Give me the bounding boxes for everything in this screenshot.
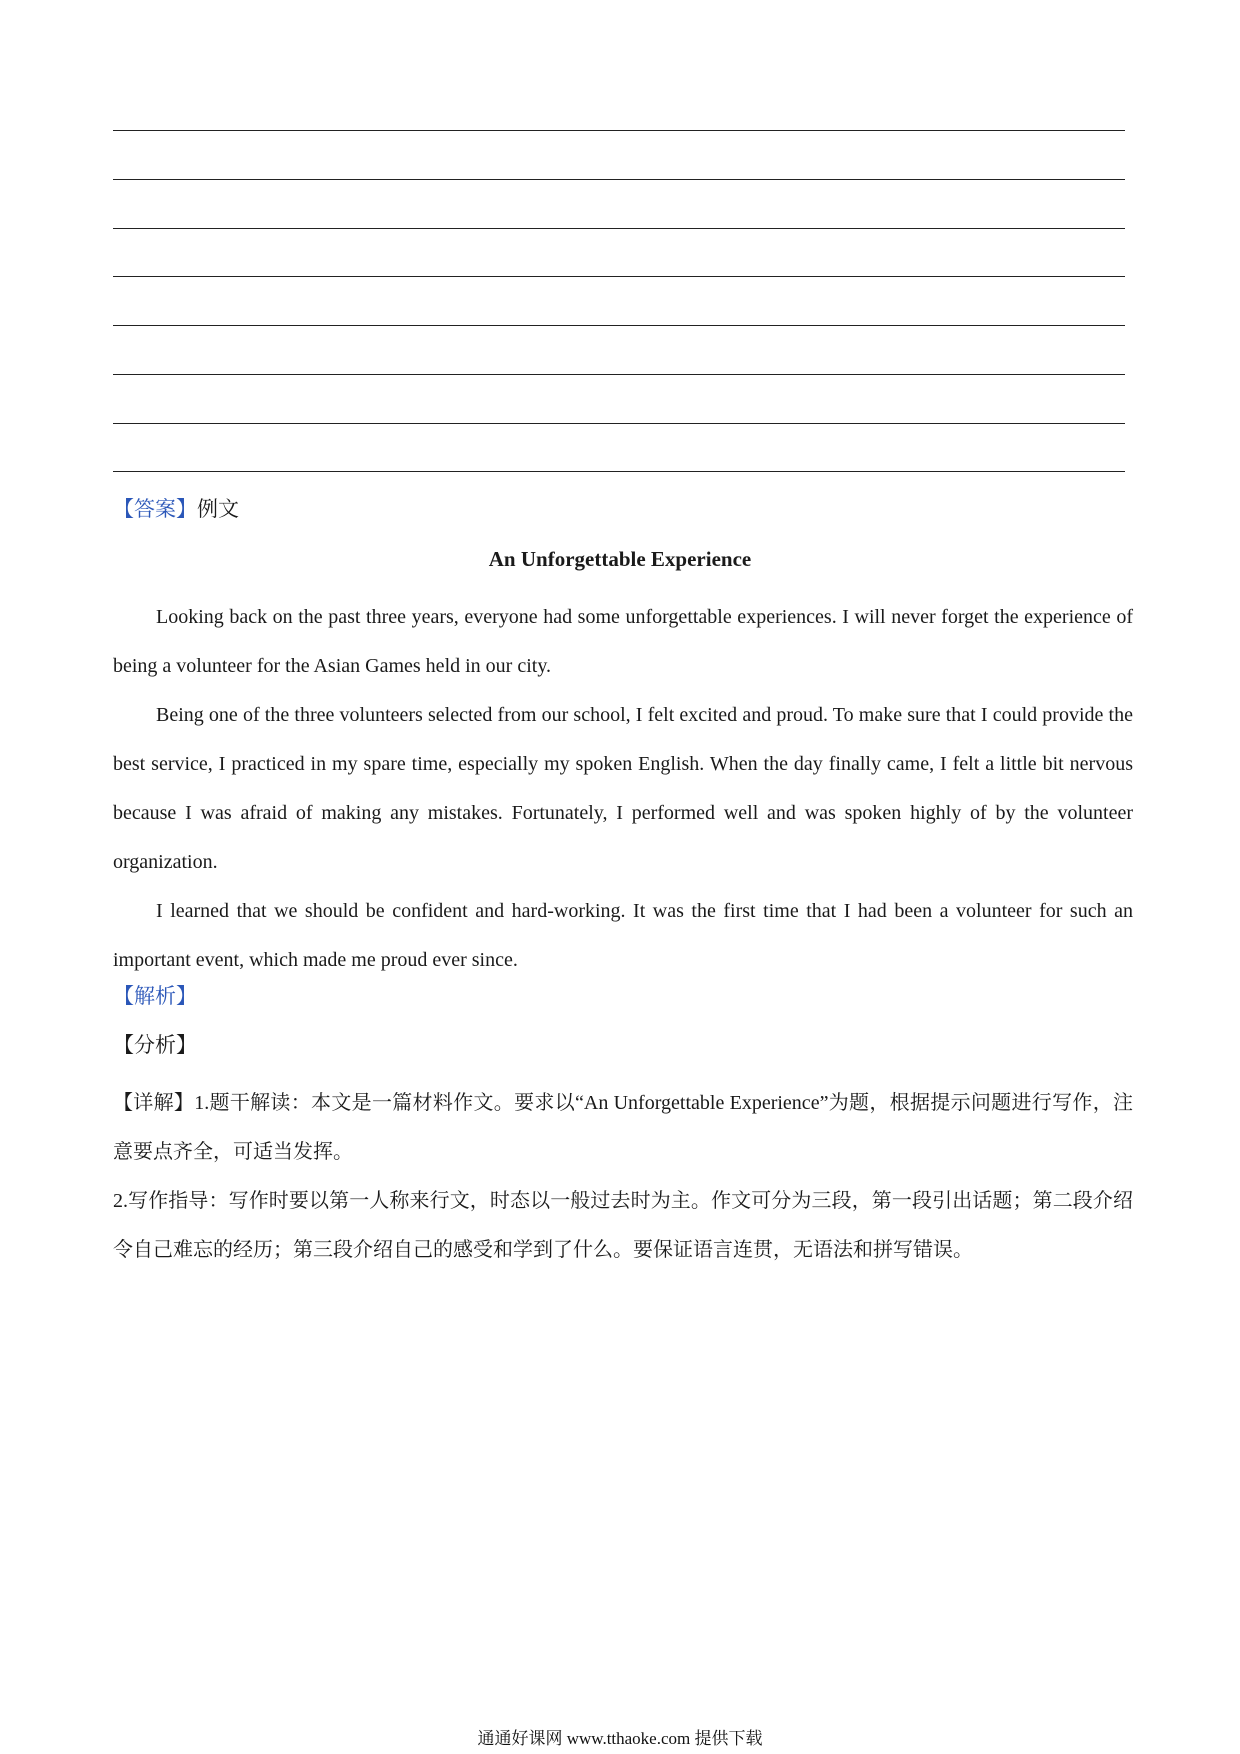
essay-body xyxy=(113,593,1133,985)
answer-label: 【答案】 xyxy=(113,497,197,521)
detail-section xyxy=(113,1079,1133,1275)
writing-line xyxy=(113,325,1125,326)
essay-paragraph: Being one of the three volunteers selected from our school, I felt excited and proud. To make sure that I could provide the best service, I practiced in my spare time, especially my spoken English. When the day finally came, I felt a little bit nervous because I was afraid of making any mistakes. Fortunately, I performed well and was spoken highly of by the volunteer organization. xyxy=(113,704,1133,873)
jiexi-label: 【解析】 xyxy=(113,984,197,1008)
essay-title: An Unforgettable Experience xyxy=(488,547,752,571)
writing-line xyxy=(113,471,1125,472)
answer-title-suffix: 例文 xyxy=(197,497,239,521)
writing-line xyxy=(113,374,1125,375)
essay-paragraph: Looking back on the past three years, everyone had some unforgettable experiences. I will never forget the experience of being a volunteer for the Asian Games held in our city. xyxy=(113,606,1133,677)
answer-heading xyxy=(113,494,239,524)
fenxi-label: 【分析】 xyxy=(113,1033,197,1057)
writing-line xyxy=(113,276,1125,277)
writing-line xyxy=(113,179,1125,180)
detail-text-1: 1.题干解读：本文是一篇材料作文。要求以“An Unforgettable Experience”为题，根据提示问题进行写作，注意要点齐全，可适当发挥。 xyxy=(113,1092,1134,1163)
detail-label: 【详解】 xyxy=(113,1092,195,1114)
writing-line xyxy=(113,130,1125,131)
detail-paragraph-2: 2.写作指导：写作时要以第一人称来行文，时态以一般过去时为主。作文可分为三段，第一段引出话题；第二段介绍令自己难忘的经历；第三段介绍自己的感受和学到了什么。要保证语言连贯，无语法和拼写错误。 xyxy=(113,1190,1133,1261)
writing-line xyxy=(113,423,1125,424)
essay-paragraph: I learned that we should be confident and hard-working. It was the first time that I had been a volunteer for such an important event, which made me proud ever since. xyxy=(113,900,1133,971)
detail-paragraph-1 xyxy=(113,1079,1133,1177)
writing-line xyxy=(113,228,1125,229)
footer-watermark: 通通好课网 www.tthaoke.com 提供下载 xyxy=(477,1729,763,1748)
